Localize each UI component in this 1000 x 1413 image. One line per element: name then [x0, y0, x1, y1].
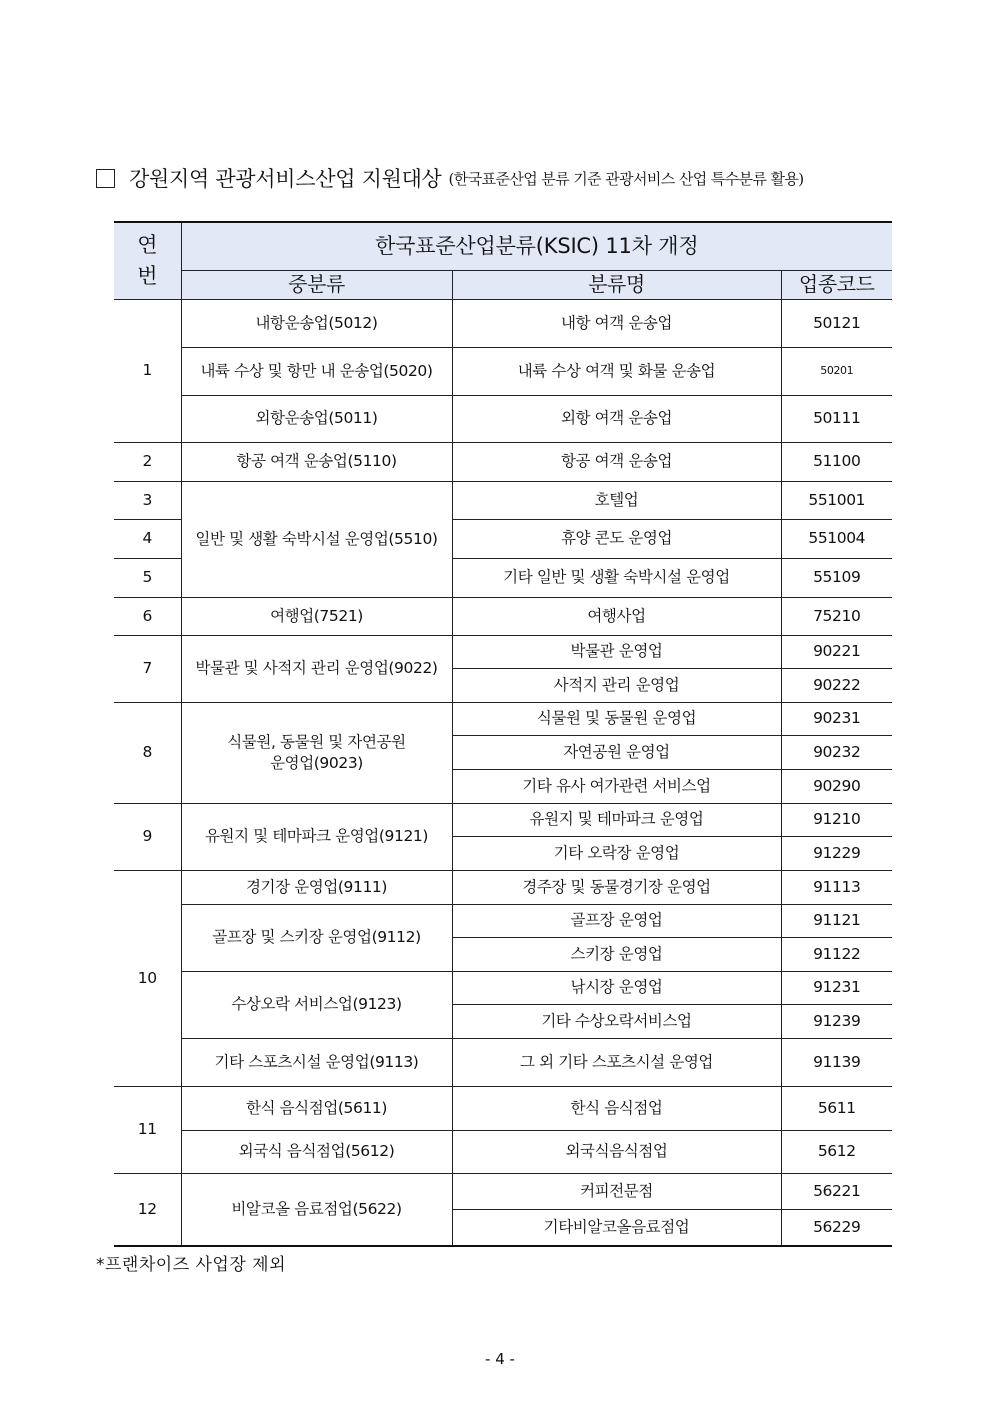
code-cell: 51100: [781, 442, 892, 481]
name-cell: 경주장 및 동물경기장 운영업: [452, 870, 781, 904]
name-cell: 그 외 기타 스포츠시설 운영업: [452, 1038, 781, 1086]
row-number: 10: [114, 870, 181, 1086]
category-cell: 유원지 및 테마파크 운영업(9121): [181, 803, 452, 870]
name-cell: 식물원 및 동물원 운영업: [452, 702, 781, 735]
table-row: [114, 481, 892, 519]
table-row: [114, 702, 892, 735]
name-cell: 스키장 운영업: [452, 937, 781, 971]
category-cell: 항공 여객 운송업(5110): [181, 442, 452, 481]
header-col-name: 분류명: [452, 270, 781, 299]
row-number: 9: [114, 803, 181, 870]
code-cell: 551004: [781, 519, 892, 558]
code-cell: 56221: [781, 1173, 892, 1209]
header-col-code: 업종코드: [781, 270, 892, 299]
name-cell: 골프장 운영업: [452, 904, 781, 937]
category-cell: 경기장 운영업(9111): [181, 870, 452, 904]
page-number: - 4 -: [485, 1350, 515, 1368]
ksic-table: [114, 221, 892, 1247]
name-cell: 한식 음식점업: [452, 1086, 781, 1130]
header-title-cell: 한국표준산업분류(KSIC) 11차 개정: [181, 222, 892, 270]
name-cell: 휴양 콘도 운영업: [452, 519, 781, 558]
code-cell: 551001: [781, 481, 892, 519]
table-row: [114, 597, 892, 635]
name-cell: 외항 여객 운송업: [452, 395, 781, 442]
name-cell: 자연공원 운영업: [452, 735, 781, 769]
row-number: 5: [114, 558, 181, 597]
header-no-cell: 연 번: [114, 222, 181, 299]
table-row: [114, 1130, 892, 1173]
code-cell: 90222: [781, 668, 892, 702]
code-cell: 50201: [781, 347, 892, 395]
name-cell: 커피전문점: [452, 1173, 781, 1209]
row-number: 2: [114, 442, 181, 481]
table-row: [114, 803, 892, 836]
code-cell: 5611: [781, 1086, 892, 1130]
name-cell: 항공 여객 운송업: [452, 442, 781, 481]
code-cell: 91229: [781, 836, 892, 870]
category-cell: 외항운송업(5011): [181, 395, 452, 442]
row-number: 7: [114, 635, 181, 702]
table-row: [114, 870, 892, 904]
code-cell: 55109: [781, 558, 892, 597]
name-cell: 기타 일반 및 생활 숙박시설 운영업: [452, 558, 781, 597]
name-cell: 기타비알코올음료점업: [452, 1209, 781, 1246]
code-cell: 91231: [781, 971, 892, 1004]
header-row: [114, 222, 892, 270]
heading-title: 강원지역 관광서비스산업 지원대상: [129, 167, 442, 191]
code-cell: 75210: [781, 597, 892, 635]
name-cell: 사적지 관리 운영업: [452, 668, 781, 702]
code-cell: 90231: [781, 702, 892, 735]
name-cell: 박물관 운영업: [452, 635, 781, 668]
category-cell: 박물관 및 사적지 관리 운영업(9022): [181, 635, 452, 702]
category-cell: 수상오락 서비스업(9123): [181, 971, 452, 1038]
category-cell: 여행업(7521): [181, 597, 452, 635]
row-number: 3: [114, 481, 181, 519]
code-cell: 91139: [781, 1038, 892, 1086]
code-cell: 90232: [781, 735, 892, 769]
category-cell: 비알코올 음료점업(5622): [181, 1173, 452, 1246]
header-col-category: 중분류: [181, 270, 452, 299]
code-cell: 91121: [781, 904, 892, 937]
category-cell: 외국식 음식점업(5612): [181, 1130, 452, 1173]
category-cell: 기타 스포츠시설 운영업(9113): [181, 1038, 452, 1086]
code-cell: 90290: [781, 769, 892, 803]
category-cell: 내항운송업(5012): [181, 299, 452, 347]
code-cell: 90221: [781, 635, 892, 668]
header-subrow: [114, 270, 892, 299]
row-number: 1: [114, 299, 181, 442]
row-number: 8: [114, 702, 181, 803]
code-cell: 50111: [781, 395, 892, 442]
table-row: [114, 395, 892, 442]
footnote: *프랜차이즈 사업장 제외: [96, 1255, 287, 1275]
table-row: [114, 971, 892, 1004]
code-cell: 91113: [781, 870, 892, 904]
table-row: [114, 347, 892, 395]
section-heading: [96, 160, 906, 196]
category-cell: 골프장 및 스키장 운영업(9112): [181, 904, 452, 971]
name-cell: 내륙 수상 여객 및 화물 운송업: [452, 347, 781, 395]
code-cell: 91122: [781, 937, 892, 971]
row-number: 12: [114, 1173, 181, 1246]
code-cell: 50121: [781, 299, 892, 347]
name-cell: 기타 수상오락서비스업: [452, 1004, 781, 1038]
name-cell: 호텔업: [452, 481, 781, 519]
name-cell: 기타 오락장 운영업: [452, 836, 781, 870]
table-row: [114, 635, 892, 668]
row-number: 4: [114, 519, 181, 558]
table-row: [114, 1086, 892, 1130]
category-cell: 일반 및 생활 숙박시설 운영업(5510): [181, 481, 452, 597]
heading-subtitle: (한국표준산업 분류 기준 관광서비스 산업 특수분류 활용): [448, 169, 804, 188]
table-row: [114, 442, 892, 481]
code-cell: 5612: [781, 1130, 892, 1173]
category-cell: 내륙 수상 및 항만 내 운송업(5020): [181, 347, 452, 395]
row-number: 6: [114, 597, 181, 635]
table-row: [114, 1173, 892, 1209]
name-cell: 유원지 및 테마파크 운영업: [452, 803, 781, 836]
table-row: [114, 299, 892, 347]
row-number: 11: [114, 1086, 181, 1173]
name-cell: 낚시장 운영업: [452, 971, 781, 1004]
code-cell: 91210: [781, 803, 892, 836]
checkbox-square-icon: [96, 169, 115, 188]
name-cell: 기타 유사 여가관련 서비스업: [452, 769, 781, 803]
table-row: [114, 1038, 892, 1086]
name-cell: 내항 여객 운송업: [452, 299, 781, 347]
category-cell: 식물원, 동물원 및 자연공원 운영업(9023): [181, 702, 452, 803]
table-row: [114, 904, 892, 937]
code-cell: 56229: [781, 1209, 892, 1246]
category-cell: 한식 음식점업(5611): [181, 1086, 452, 1130]
code-cell: 91239: [781, 1004, 892, 1038]
name-cell: 여행사업: [452, 597, 781, 635]
name-cell: 외국식음식점업: [452, 1130, 781, 1173]
